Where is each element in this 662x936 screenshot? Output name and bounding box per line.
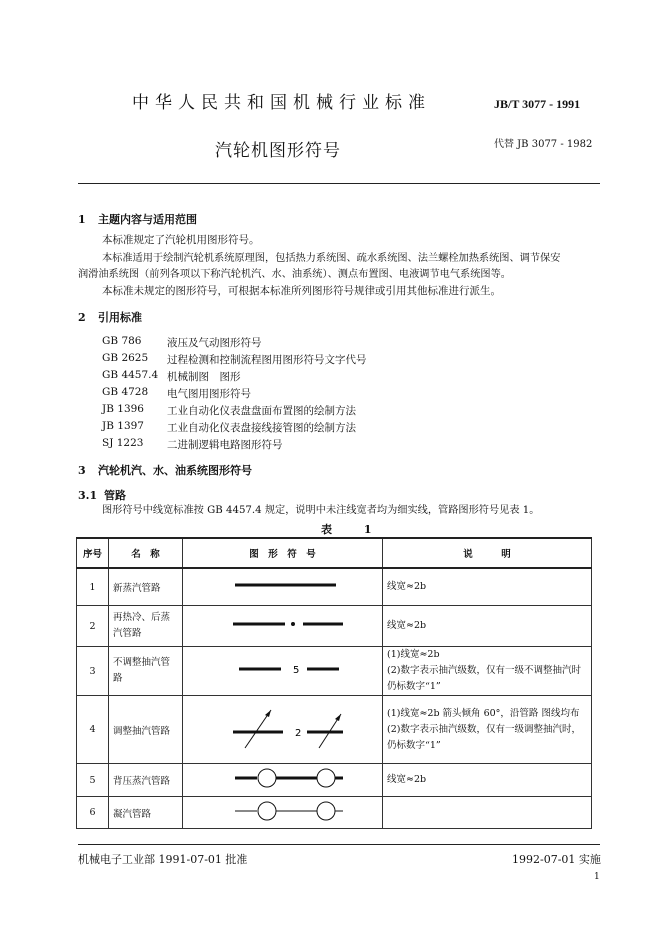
symbol-reheat-steam (183, 606, 383, 647)
row-desc: (1)线宽≈2b 箭头倾角 60°，沿管路 图线均布 (2)数字表示抽汽级数，仅有一级调整抽汽时，仍标数字“1” (383, 696, 592, 764)
arrowed-line-symbol (183, 696, 383, 760)
ref-name: 二进制逻辑电路图形符号 (167, 439, 283, 451)
row-number: 1 (77, 568, 109, 606)
col-header-name: 名 称 (109, 538, 183, 568)
row-name: 不调整抽汽管路 (109, 647, 183, 696)
row-desc (383, 797, 592, 829)
section-1-para-2b: 润滑油系统图（前列各项以下称汽轮机汽、水、油系统）、测点布置图、电液调节电气系统图等。 (78, 269, 511, 280)
row-number: 2 (77, 606, 109, 647)
thin-circle-line-symbol (183, 797, 383, 825)
header-divider (78, 183, 600, 184)
row-name: 调整抽汽管路 (109, 696, 183, 764)
row-desc: (1)线宽≈2b (2)数字表示抽汽级数，仅有一级不调整抽汽时仍标数字“1” (383, 647, 592, 696)
row-number: 4 (77, 696, 109, 764)
circle-line-symbol (183, 764, 383, 793)
row-desc: 线宽≈2b (383, 764, 592, 797)
dash-dot-line-symbol (183, 606, 383, 643)
section-1-para-2a: 本标准适用于绘制汽轮机系统原理图，包括热力系统图、疏水系统图、法兰螺栓加热系统图、调节保安 (102, 253, 561, 264)
document-title: 汽轮机图形符号 (215, 141, 341, 161)
ref-name: 机械制图 图形 (167, 371, 241, 383)
row-name: 背压蒸汽管路 (109, 764, 183, 797)
replaces-standard: 代替 JB 3077 - 1982 (494, 139, 593, 150)
ref-code: GB 2625 (102, 352, 149, 364)
row-number: 6 (77, 797, 109, 829)
ref-name: 液压及气动图形符号 (167, 337, 262, 349)
row-number: 3 (77, 647, 109, 696)
section-1-heading: 1 主题内容与适用范围 (78, 213, 197, 226)
ref-code: JB 1396 (102, 403, 144, 415)
col-header-desc: 说 明 (383, 538, 592, 568)
table-header-row (77, 538, 592, 568)
ref-code: GB 4457.4 (102, 369, 159, 381)
table-row (77, 568, 592, 606)
ref-code: GB 786 (102, 335, 142, 347)
col-header-no: 序号 (77, 538, 109, 568)
symbol-table (76, 537, 592, 829)
table-caption: 表 1 (321, 523, 386, 536)
symbol-backpressure-steam (183, 764, 383, 797)
approval-note: 机械电子工业部 1991-07-01 批准 (78, 853, 248, 866)
section-3-heading: 3 汽轮机汽、水、油系统图形符号 (78, 464, 252, 477)
symbol-condensate (183, 797, 383, 829)
footer-divider (78, 844, 600, 845)
extraction-stage-label: 5 (293, 665, 300, 676)
extraction-stage-label: 2 (295, 728, 302, 739)
table-row (77, 606, 592, 647)
ref-name: 电气图用图形符号 (167, 388, 251, 400)
table-row (77, 696, 592, 764)
standard-number: JB/T 3077 - 1991 (494, 97, 581, 111)
extraction-line-symbol (183, 647, 383, 692)
section-1-para-1: 本标准规定了汽轮机用图形符号。 (102, 234, 260, 246)
org-title: 中华人民共和国机械行业标准 (132, 93, 431, 113)
row-name: 凝汽管路 (109, 797, 183, 829)
table-row (77, 647, 592, 696)
effective-date: 1992-07-01 实施 (512, 853, 601, 866)
page-number: 1 (594, 872, 600, 882)
thick-line-symbol (183, 569, 383, 602)
ref-code: SJ 1223 (102, 437, 144, 449)
ref-name: 过程检测和控制流程图用图形符号文字代号 (167, 354, 367, 366)
row-number: 5 (77, 764, 109, 797)
row-desc: 线宽≈2b (383, 568, 592, 606)
subsection-3-1-para: 图形符号中线宽标准按 GB 4457.4 规定，说明中未注线宽者均为细实线，管路图形符号见表 1。 (102, 505, 540, 516)
ref-code: GB 4728 (102, 386, 149, 398)
row-name: 新蒸汽管路 (109, 568, 183, 606)
ref-code: JB 1397 (102, 420, 144, 432)
subsection-3-1-heading: 3.1 管路 (78, 489, 126, 502)
row-desc: 线宽≈2b (383, 606, 592, 647)
symbol-new-steam (183, 568, 383, 606)
section-2-heading: 2 引用标准 (78, 311, 142, 324)
ref-name: 工业自动化仪表盘盘面布置图的绘制方法 (167, 405, 356, 417)
table-row (77, 797, 592, 829)
col-header-symbol: 图 形 符 号 (183, 538, 383, 568)
section-1-para-3: 本标准未规定的图形符号，可根据本标准所列图形符号规律或引用其他标准进行派生。 (102, 285, 501, 297)
symbol-regulated-extraction (183, 696, 383, 764)
row-name: 再热冷、后蒸汽管路 (109, 606, 183, 647)
symbol-nonregulated-extraction (183, 647, 383, 696)
ref-name: 工业自动化仪表盘接线接管图的绘制方法 (167, 422, 356, 434)
table-row (77, 764, 592, 797)
